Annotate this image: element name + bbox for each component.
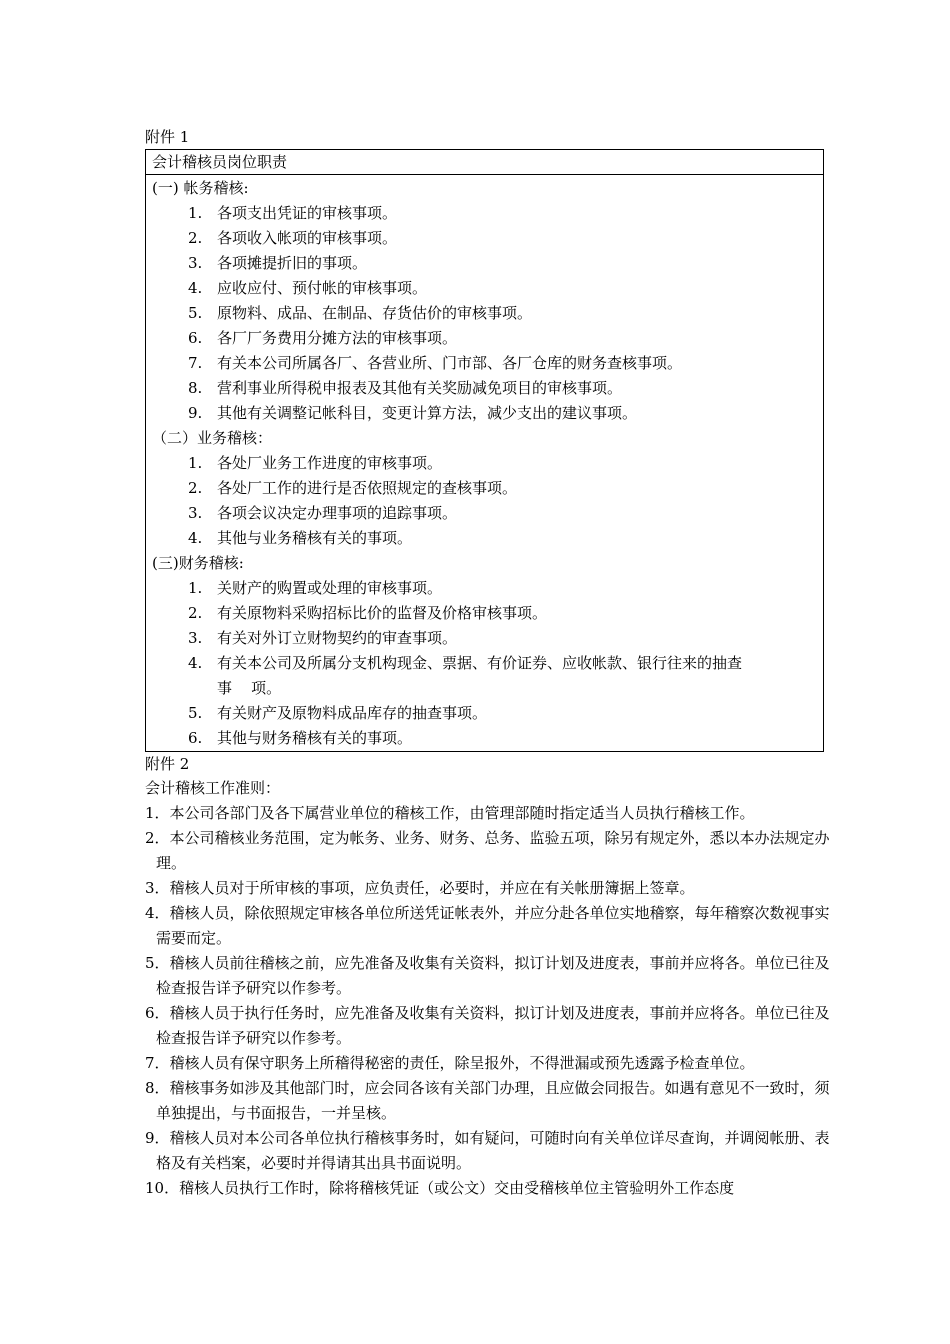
item-number: 1. (188, 204, 203, 222)
item-number: 2. (188, 479, 203, 497)
item-number: 4. (188, 279, 203, 297)
item-number: 4. (188, 529, 203, 547)
item-text: 各厂厂务费用分摊方法的审核事项。 (217, 329, 458, 347)
item-text: 有关原物料采购招标比价的监督及价格审核事项。 (217, 604, 548, 622)
list-item (146, 201, 823, 226)
rule-item: 4．稽核人员，除依照规定审核各单位所送凭证帐表外，并应分赴各单位实地稽察，每年稽察次数视事实需要而定。 (145, 904, 830, 947)
item-text: 其他与业务稽核有关的事项。 (217, 529, 413, 547)
item-text: 有关本公司所属各厂、各营业所、门市部、各厂仓库的财务查核事项。 (217, 354, 683, 372)
item-number: 2. (188, 229, 203, 247)
item-number: 6. (188, 729, 203, 747)
item-text: 各项摊提折旧的事项。 (217, 254, 368, 272)
item-text: 有关财产及原物料成品库存的抽查事项。 (217, 704, 488, 722)
item-text-continuation: 事 项。 (217, 679, 282, 697)
item-text: 其他与财务稽核有关的事项。 (217, 729, 413, 747)
item-number: 6. (188, 329, 203, 347)
list-item (146, 626, 823, 651)
item-text: 各项支出凭证的审核事项。 (217, 204, 398, 222)
list-item (146, 651, 823, 701)
rules-list (145, 801, 835, 1201)
item-text: 其他有关调整记帐科目，变更计算方法，减少支出的建议事项。 (217, 404, 638, 422)
list-item (146, 501, 823, 526)
item-number: 3. (188, 504, 203, 522)
rule-item: 2．本公司稽核业务范围，定为帐务、业务、财务、总务、监验五项，除另有规定外，悉以本办法规定办理。 (145, 829, 830, 872)
rule-item: 8．稽核事务如涉及其他部门时，应会同各该有关部门办理，且应做会同报告。如遇有意见不一致时，须单独提出，与书面报告，一并呈核。 (145, 1079, 830, 1122)
rule-item: 3．稽核人员对于所审核的事项，应负责任，必要时，并应在有关帐册簿据上签章。 (145, 879, 695, 897)
item-number: 3. (188, 629, 203, 647)
rule-item: 10．稽核人员执行工作时，除将稽核凭证（或公文）交由受稽核单位主管验明外工作态度 (145, 1179, 735, 1197)
list-item (146, 251, 823, 276)
section-heading: （二）业务稽核： (152, 429, 273, 447)
table-body (146, 175, 823, 751)
item-number: 9. (188, 404, 203, 422)
item-text: 有关本公司及所属分支机构现金、票据、有价证券、应收帐款、银行往来的抽查 (217, 654, 743, 672)
list-item (146, 476, 823, 501)
item-number: 4. (188, 654, 203, 672)
list-item (146, 701, 823, 726)
list-item (146, 576, 823, 601)
item-text: 各处厂工作的进行是否依照规定的查核事项。 (217, 479, 518, 497)
list-item (146, 326, 823, 351)
item-text: 各处厂业务工作进度的审核事项。 (217, 454, 443, 472)
section-heading: (一) 帐务稽核: (152, 179, 249, 197)
item-text: 各项收入帐项的审核事项。 (217, 229, 398, 247)
rule-item: 5．稽核人员前往稽核之前，应先准备及收集有关资料，拟订计划及进度表，事前并应将各。单位已往及检查报告详予研究以作参考。 (145, 954, 830, 997)
rule-item: 7．稽核人员有保守职务上所稽得秘密的责任，除呈报外，不得泄漏或预先透露予检查单位。 (145, 1054, 755, 1072)
item-text: 应收应付、预付帐的审核事项。 (217, 279, 428, 297)
list-item (146, 601, 823, 626)
attachment2-label: 附件 2 (145, 755, 190, 773)
item-text: 有关对外订立财物契约的审查事项。 (217, 629, 458, 647)
list-item (146, 726, 823, 751)
rule-item: 9．稽核人员对本公司各单位执行稽核事务时，如有疑问，可随时向有关单位详尽查询，并调阅帐册、表格及有关档案，必要时并得请其出具书面说明。 (145, 1129, 830, 1172)
list-item (146, 451, 823, 476)
list-item (146, 401, 823, 426)
item-number: 8. (188, 379, 203, 397)
rules-title: 会计稽核工作准则： (145, 779, 281, 797)
item-text: 营利事业所得税申报表及其他有关奖励减免项目的审核事项。 (217, 379, 623, 397)
item-number: 5. (188, 304, 203, 322)
list-item (146, 276, 823, 301)
list-item (146, 301, 823, 326)
item-number: 7. (188, 354, 203, 372)
item-text: 各项会议决定办理事项的追踪事项。 (217, 504, 458, 522)
rule-item: 1．本公司各部门及各下属营业单位的稽核工作，由管理部随时指定适当人员执行稽核工作。 (145, 804, 755, 822)
list-item (146, 526, 823, 551)
document-page (145, 125, 835, 1201)
section-heading: (三)财务稽核: (152, 554, 244, 572)
table-title: 会计稽核员岗位职责 (146, 150, 823, 175)
item-number: 5. (188, 704, 203, 722)
item-number: 1. (188, 454, 203, 472)
item-number: 2. (188, 604, 203, 622)
duties-table (145, 149, 824, 752)
item-text: 关财产的购置或处理的审核事项。 (217, 579, 443, 597)
list-item (146, 376, 823, 401)
list-item (146, 226, 823, 251)
attachment1-label: 附件 1 (145, 128, 190, 146)
item-text: 原物料、成品、在制品、存货估价的审核事项。 (217, 304, 533, 322)
item-number: 3. (188, 254, 203, 272)
rule-item: 6．稽核人员于执行任务时，应先准备及收集有关资料，拟订计划及进度表，事前并应将各。单位已往及检查报告详予研究以作参考。 (145, 1004, 830, 1047)
list-item (146, 351, 823, 376)
item-number: 1. (188, 579, 203, 597)
